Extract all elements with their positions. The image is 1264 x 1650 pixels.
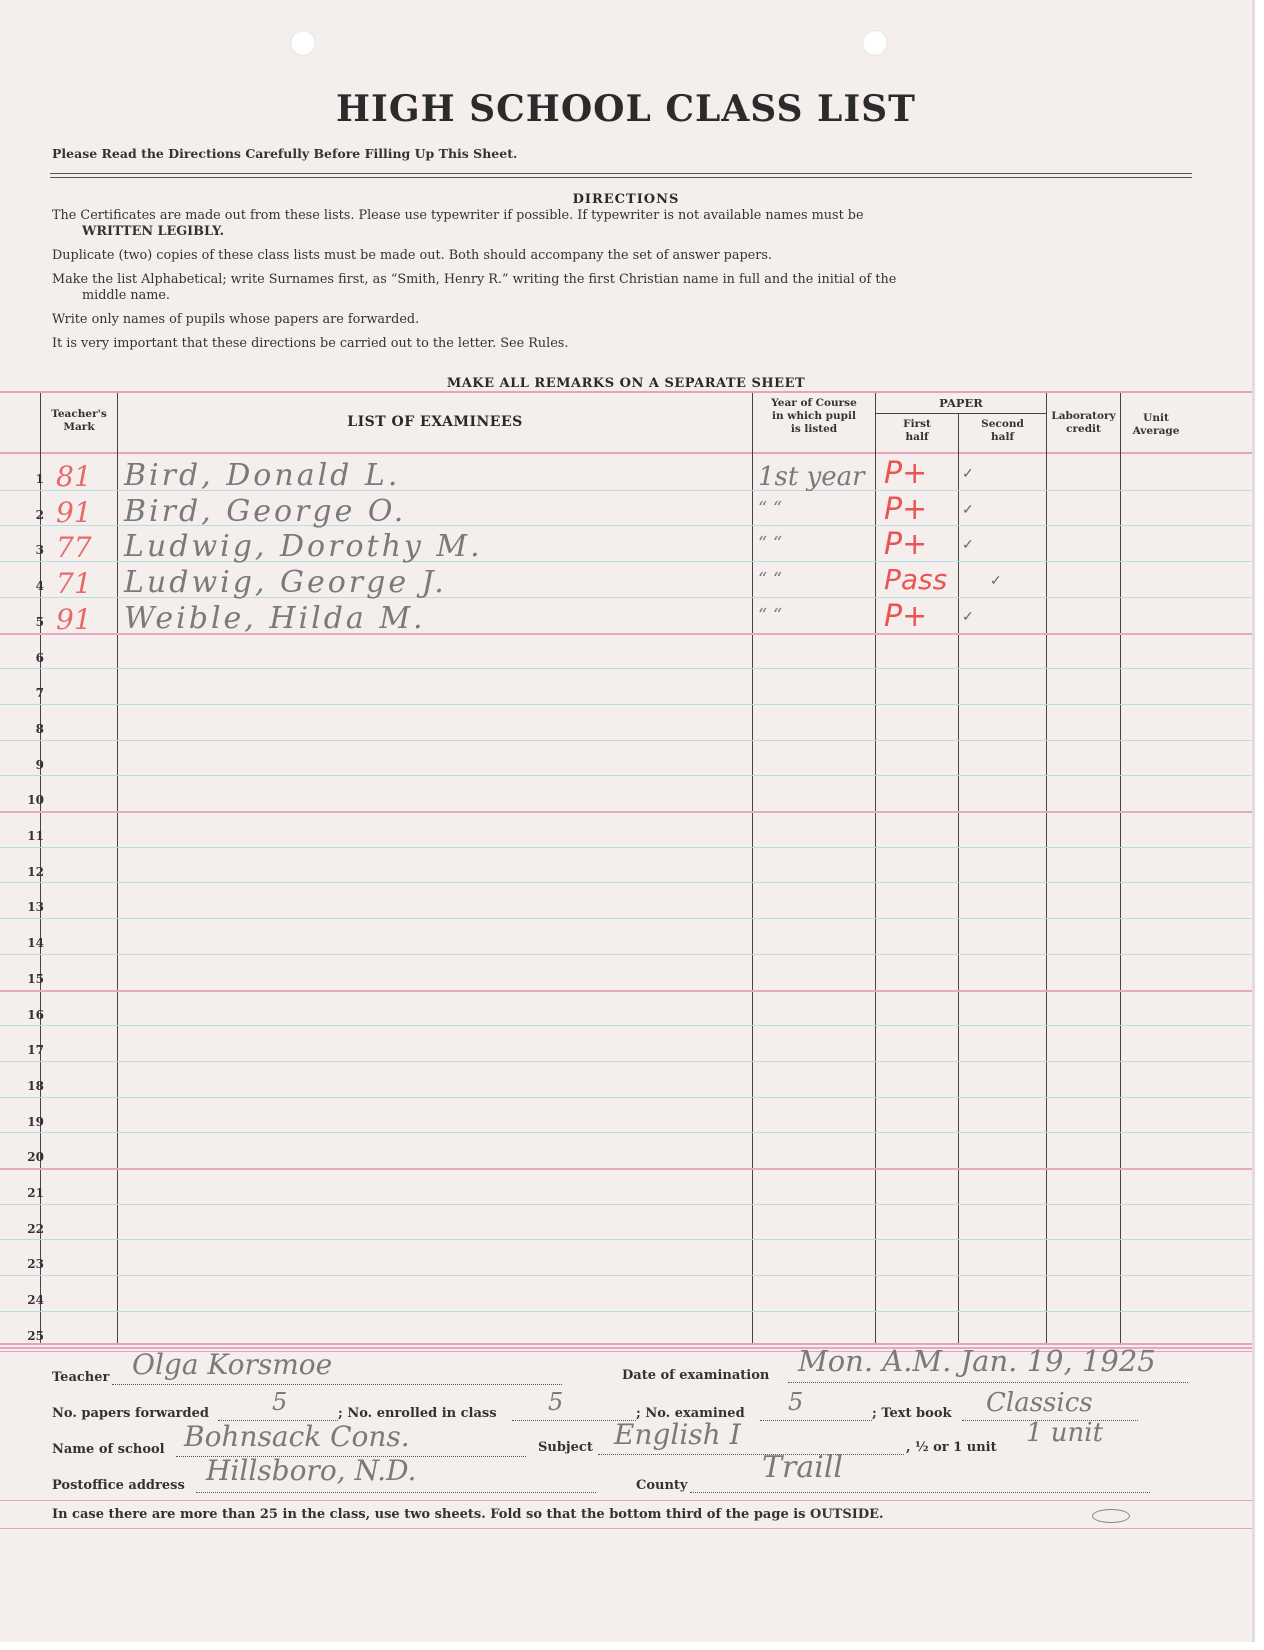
examinee-name: Bird, Donald L. [124, 458, 401, 493]
textbook-label: ; Text book [872, 1406, 952, 1421]
row-number: 16 [27, 1008, 44, 1022]
textbook-value: Classics [986, 1388, 1093, 1418]
date-value: Mon. A.M. Jan. 19, 1925 [798, 1344, 1156, 1378]
column-divider [117, 393, 118, 1343]
header-teacher-mark-l2: Mark [63, 421, 95, 433]
row-number: 17 [27, 1043, 44, 1057]
row-number: 13 [27, 900, 44, 914]
row-line [0, 1097, 1252, 1098]
postoffice-line [196, 1491, 596, 1493]
row-line [0, 954, 1252, 955]
course-year: “ “ [758, 533, 783, 554]
date-label: Date of examination [622, 1368, 770, 1383]
row-line [0, 1168, 1252, 1170]
row-line [0, 668, 1252, 669]
enrolled-label: ; No. enrolled in class [338, 1406, 497, 1421]
check-mark-icon: ✓ [962, 609, 974, 625]
union-label-icon [1092, 1509, 1130, 1523]
row-number: 9 [35, 758, 44, 772]
header-unit-average [1121, 412, 1191, 438]
footer-note: In case there are more than 25 in the class, use two sheets. Fold so that the bottom third of the page is OUTSIDE. [52, 1507, 884, 1522]
row-line [0, 1204, 1252, 1205]
direction-1-emphasis: WRITTEN LEGIBLY. [82, 224, 225, 239]
examinee-name: Weible, Hilda M. [124, 601, 426, 636]
header-first-half [876, 418, 958, 444]
footer-rule-bottom [0, 1528, 1252, 1529]
row-line [0, 1275, 1252, 1276]
row-line [0, 1239, 1252, 1240]
first-half-grade: P+ [884, 599, 928, 634]
course-year: “ “ [758, 569, 783, 590]
table-top-rule [0, 391, 1252, 393]
direction-5: It is very important that these directions be carried out to the letter. See Rules. [52, 336, 569, 351]
row-number: 25 [27, 1329, 44, 1343]
row-number: 22 [27, 1222, 44, 1236]
page-title: HIGH SCHOOL CLASS LIST [336, 88, 916, 130]
subject-label: Subject [538, 1440, 593, 1455]
row-number: 14 [27, 936, 44, 950]
enrolled-value: 5 [548, 1388, 564, 1416]
row-number: 12 [27, 865, 44, 879]
row-line [0, 1061, 1252, 1062]
header-second-l1: Second [981, 418, 1024, 430]
subject-line [598, 1453, 904, 1455]
row-line [0, 918, 1252, 919]
course-year: 1st year [758, 462, 865, 492]
teacher-mark-value: 91 [56, 496, 92, 529]
examinee-name: Ludwig, George J. [124, 565, 447, 600]
row-number: 11 [27, 829, 44, 843]
row-number: 3 [35, 543, 44, 557]
header-second-half [959, 418, 1046, 444]
examinee-name: Bird, George O. [124, 494, 407, 529]
check-mark-icon: ✓ [962, 466, 974, 482]
header-unit-l2: Average [1132, 425, 1180, 437]
teacher-mark-value: 91 [56, 603, 92, 636]
check-mark-icon: ✓ [962, 502, 974, 518]
row-line [0, 740, 1252, 741]
footer-rule [0, 1500, 1252, 1501]
header-year [753, 397, 875, 436]
direction-1-text: The Certificates are made out from these lists. Please use typewriter if possible. If typewriter is not available names must be [52, 208, 864, 223]
school-value: Bohnsack Cons. [184, 1420, 410, 1453]
teacher-label: Teacher [52, 1370, 110, 1385]
teacher-line [112, 1383, 562, 1385]
row-line [0, 990, 1252, 992]
direction-3-text: Make the list Alphabetical; write Surnames first, as “Smith, Henry R.” writing the first Christian name in full and the initial of the [52, 272, 897, 287]
direction-3-cont: middle name. [82, 288, 170, 303]
header-teacher-mark-l1: Teacher's [51, 408, 107, 420]
first-half-grade: Pass [884, 563, 948, 596]
course-year: “ “ [758, 498, 783, 519]
postoffice-value: Hillsboro, N.D. [206, 1454, 417, 1487]
header-paper: PAPER [939, 396, 983, 410]
header-year-l3: is listed [790, 423, 838, 435]
header-first-l2: half [905, 431, 929, 443]
remarks-notice: MAKE ALL REMARKS ON A SEPARATE SHEET [446, 376, 806, 391]
course-year: “ “ [758, 605, 783, 626]
row-number: 24 [27, 1293, 44, 1307]
check-mark-icon: ✓ [990, 573, 1002, 589]
row-line [0, 704, 1252, 705]
teacher-mark-value: 71 [56, 567, 92, 600]
header-year-l1: Year of Course [771, 397, 857, 409]
examined-line [760, 1419, 872, 1421]
examinee-name: Ludwig, Dorothy M. [124, 529, 483, 564]
header-lab-l1: Laboratory [1051, 410, 1116, 422]
direction-1 [52, 208, 1194, 240]
punch-hole-left [290, 30, 316, 56]
direction-2: Duplicate (two) copies of these class lists must be made out. Both should accompany the set of answer papers. [52, 248, 772, 263]
direction-3 [52, 272, 1194, 304]
unit-value: 1 unit [1026, 1418, 1104, 1448]
header-year-l2: in which pupil [772, 410, 856, 422]
check-mark-icon: ✓ [962, 537, 974, 553]
row-number: 6 [35, 651, 44, 665]
row-number: 7 [35, 686, 44, 700]
direction-4: Write only names of pupils whose papers are forwarded. [52, 312, 420, 327]
header-lab-l2: credit [1066, 423, 1101, 435]
county-label: County [636, 1478, 688, 1493]
teacher-mark-value: 77 [56, 531, 92, 564]
school-label: Name of school [52, 1442, 165, 1457]
unit-label: , ½ or 1 unit [906, 1440, 997, 1455]
row-line [0, 1132, 1252, 1133]
teacher-mark-value: 81 [56, 460, 92, 493]
postoffice-label: Postoffice address [52, 1478, 185, 1493]
row-line [0, 775, 1252, 776]
examined-label: ; No. examined [636, 1406, 745, 1421]
table-header-rule [0, 452, 1252, 454]
first-half-grade: P+ [884, 492, 928, 527]
row-number: 8 [35, 722, 44, 736]
row-line [0, 847, 1252, 848]
date-line [788, 1381, 1188, 1383]
column-divider [1120, 393, 1121, 1343]
punch-hole-right [862, 30, 888, 56]
row-number: 18 [27, 1079, 44, 1093]
header-second-l2: half [991, 431, 1014, 443]
row-number: 10 [27, 793, 44, 807]
row-number: 19 [27, 1115, 44, 1129]
forwarded-label: No. papers forwarded [52, 1406, 209, 1421]
row-number: 15 [27, 972, 44, 986]
row-line [0, 1311, 1252, 1312]
row-line [0, 1025, 1252, 1026]
row-line [0, 811, 1252, 813]
header-unit-l1: Unit [1143, 412, 1169, 424]
teacher-value: Olga Korsmoe [132, 1348, 333, 1381]
header-teacher-mark [42, 408, 116, 434]
row-number: 2 [35, 508, 44, 522]
county-line [690, 1491, 1150, 1493]
column-divider [752, 393, 753, 1343]
row-number: 4 [35, 579, 44, 593]
county-value: Traill [762, 1450, 844, 1485]
paper-subheader-rule [876, 413, 1046, 414]
column-divider [875, 393, 876, 1343]
examined-value: 5 [788, 1388, 804, 1416]
row-number: 20 [27, 1150, 44, 1164]
column-divider [1046, 393, 1047, 1343]
row-line [0, 882, 1252, 883]
header-examinees: LIST OF EXAMINEES [347, 414, 523, 430]
first-half-grade: P+ [884, 456, 928, 491]
row-number: 21 [27, 1186, 44, 1200]
instructions-note: Please Read the Directions Carefully Before Filling Up This Sheet. [52, 146, 518, 161]
first-half-grade: P+ [884, 527, 928, 562]
forwarded-value: 5 [272, 1388, 288, 1416]
row-number: 5 [35, 615, 44, 629]
row-number: 1 [35, 472, 44, 486]
row-number: 23 [27, 1257, 44, 1271]
header-lab-credit [1047, 410, 1120, 436]
title-divider [50, 173, 1192, 178]
directions-heading: DIRECTIONS [572, 192, 680, 207]
subject-value: English I [614, 1418, 741, 1451]
header-first-l1: First [903, 418, 931, 430]
